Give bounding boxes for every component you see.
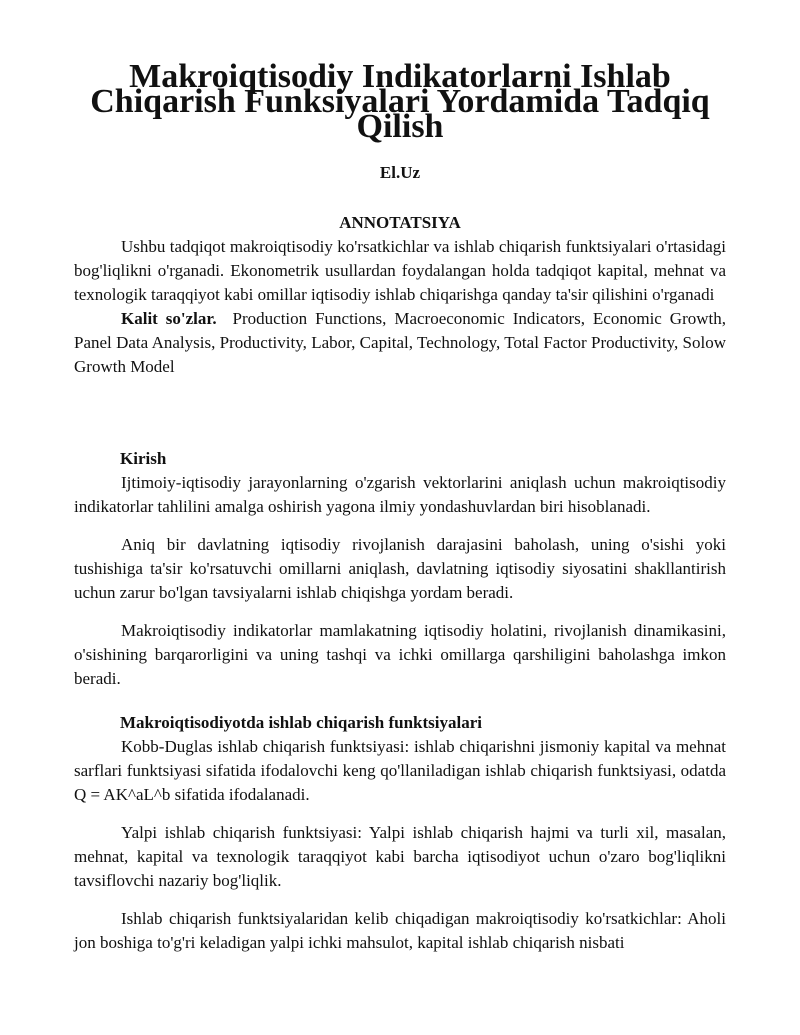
author-name: El.Uz xyxy=(379,163,421,182)
keywords-paragraph xyxy=(74,307,726,379)
keywords-list: Production Functions, Macroeconomic Indicators, Economic Growth, Panel Data Analysis, Productivity, Labor, Capital, Technology, Total Factor Productivity, Solow Growth Model xyxy=(74,309,726,376)
document-page xyxy=(74,58,726,955)
annotation-body: Ushbu tadqiqot makroiqtisodiy ko'rsatkichlar va ishlab chiqarish funktsiyalari o'rtasidagi bog'liqlikni o'rganadi. Ekonometrik usullardan foydalangan holda tadqiqot kapital, mehnat va texnologik taraqqiyot kabi omillar iqtisodiy ishlab chiqarishga qanday ta'sir qilishini o'rganadi xyxy=(74,237,726,304)
keywords-label: Kalit so'zlar. xyxy=(121,309,217,328)
section2-paragraph-1: Kobb-Duglas ishlab chiqarish funktsiyasi: ishlab chiqarishni jismoniy kapital va mehnat sarflari funktsiyasi sifatida ifodalovchi keng qo'llaniladigan ishlab chiqarish funktsiyasi, odatda Q = AK^aL^b sifatida ifodalanadi. xyxy=(74,737,726,804)
section2-paragraph-2: Yalpi ishlab chiqarish funktsiyasi: Yalpi ishlab chiqarish hajmi va turli xil, masalan, mehnat, kapital va texnologik taraqqiyot kabi barcha iqtisodiyot uchun o'zaro bog'liqlikni tavsiflovchi nazariy bog'liqlik. xyxy=(74,823,726,890)
intro-paragraph-1: Ijtimoiy-iqtisodiy jarayonlarning o'zgarish vektorlarini aniqlash uchun makroiqtisodiy indikatorlar tahlilini amalga oshirish yagona ilmiy yondashuvlardan biri hisoblanadi. xyxy=(74,473,726,516)
intro-paragraph-2: Aniq bir davlatning iqtisodiy rivojlanish darajasini baholash, uning o'sishi yoki tushishiga ta'sir ko'rsatuvchi omillarni aniqlash, davlatning iqtisodiy siyosatini shakllantirish uchun zarur bo'lgan tavsiyalarni ishlab chiqishga yordam beradi. xyxy=(74,535,726,602)
section-heading-production-functions: Makroiqtisodiyotda ishlab chiqarish funktsiyalari xyxy=(120,713,482,732)
section2-paragraph-3: Ishlab chiqarish funktsiyalaridan kelib chiqadigan makroiqtisodiy ko'rsatkichlar: Aholi jon boshiga to'g'ri keladigan yalpi ichki mahsulot, kapital ishlab chiqarish nisbati xyxy=(74,909,726,952)
document-title: Makroiqtisodiy Indikatorlarni Ishlab Chiqarish Funksiyalari Yordamida Tadqiq Qilish xyxy=(90,58,710,145)
intro-paragraph-3: Makroiqtisodiy indikatorlar mamlakatning iqtisodiy holatini, rivojlanish dinamikasini, o'sishining barqarorligini va uning tashqi va ichki omillarga qarshiligini baholashga imkon beradi. xyxy=(74,621,726,688)
intro-heading: Kirish xyxy=(120,449,167,468)
annotation-heading: ANNOTATSIYA xyxy=(339,213,461,232)
